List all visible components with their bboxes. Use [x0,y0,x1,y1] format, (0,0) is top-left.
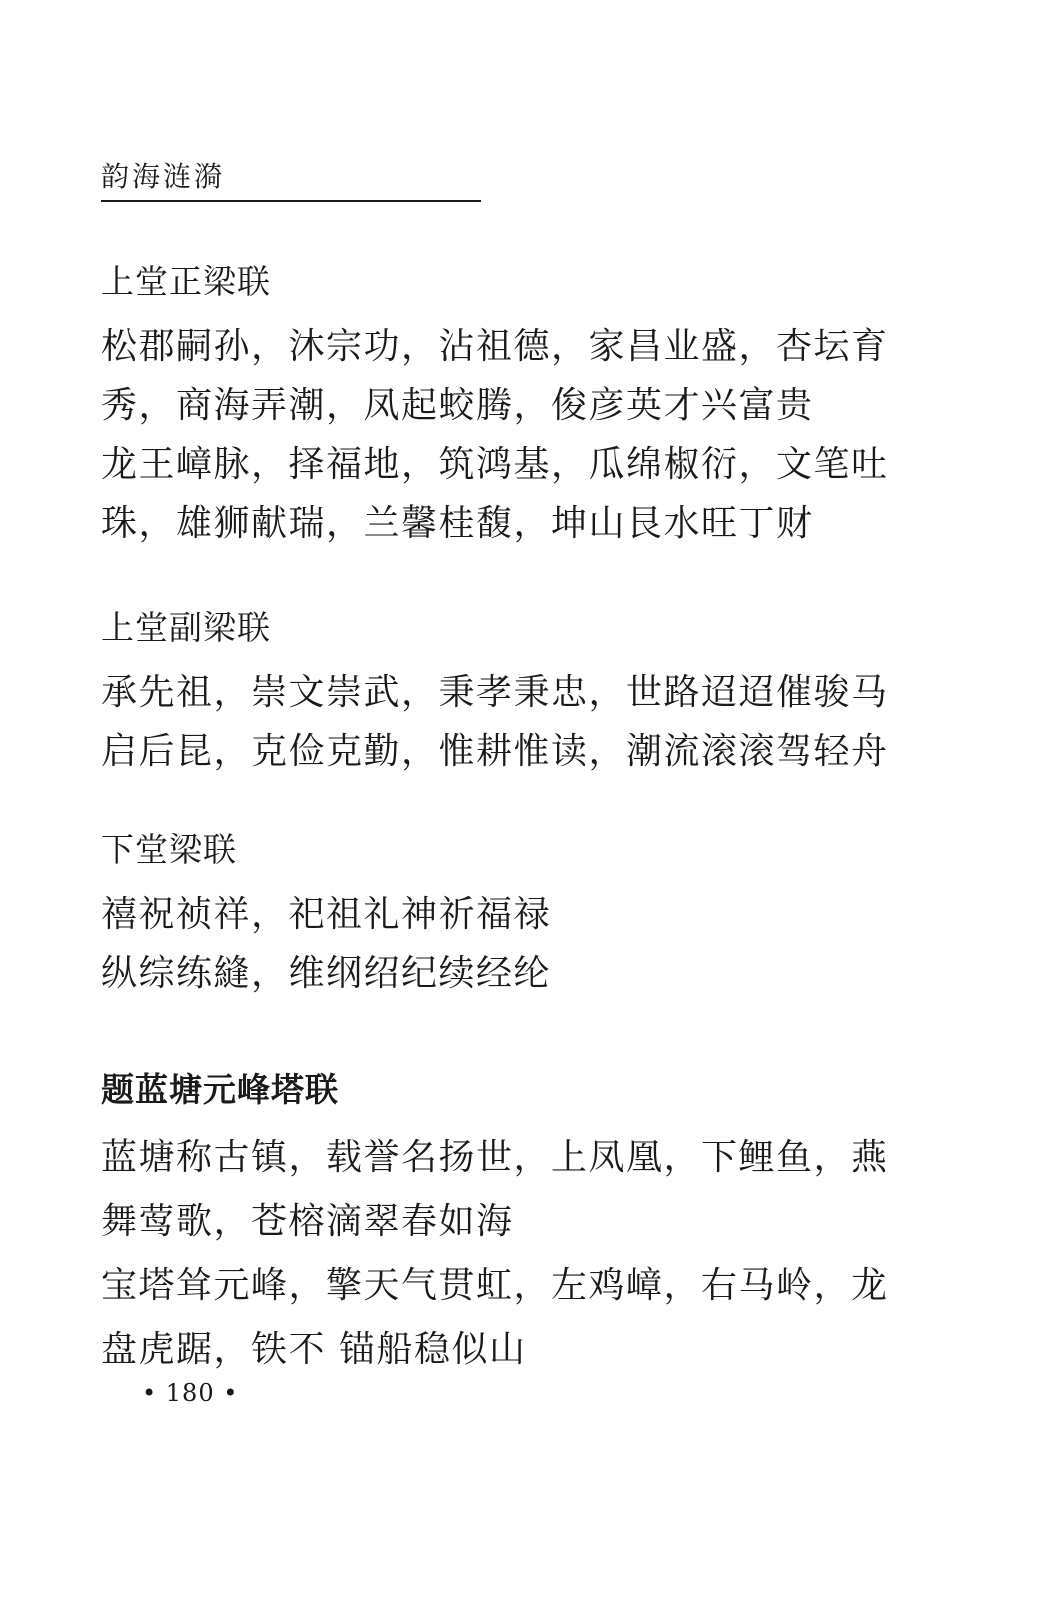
couplet-line: 盘虎踞，铁不 锚船稳似山 [101,1329,527,1370]
section-title: 上堂副梁联 [101,608,271,647]
couplet-line: 禧祝祯祥，祀祖礼神祈福禄 [101,894,552,935]
section-title: 下堂梁联 [101,830,237,869]
couplet-line: 龙王嶂脉，择福地，筑鸿基，瓜绵椒衍，文笔吐 [101,444,889,485]
page-number: • 180 • [142,1379,239,1407]
couplet-line: 秀，商海弄潮，凤起蛟腾，俊彦英才兴富贵 [101,385,814,426]
couplet-line: 珠，雄狮献瑞，兰馨桂馥，坤山艮水旺丁财 [101,503,814,544]
couplet-line: 宝塔耸元峰，擎天气贯虹，左鸡嶂，右马岭，龙 [101,1265,889,1306]
running-header [101,158,481,202]
book-title: 韵海涟漪 [101,160,226,193]
section-title: 题蓝塘元峰塔联 [101,1070,339,1109]
couplet-line: 蓝塘称古镇，载誉名扬世，上凤凰，下鲤鱼，燕 [101,1137,889,1178]
couplet-section [101,608,901,781]
section-title: 上堂正梁联 [101,262,271,301]
couplet-section [101,1070,901,1382]
couplet-line: 纵综练縫，维纲绍纪续经纶 [101,953,552,994]
couplet-line: 松郡嗣孙，沐宗功，沾祖德，家昌业盛，杏坛育 [101,326,889,367]
couplet-section [101,830,901,1003]
couplet-line: 承先祖，崇文崇武，秉孝秉忠，世路迢迢催骏马 [101,672,889,713]
couplet-line: 舞莺歌，苍榕滴翠春如海 [101,1201,514,1242]
couplet-section [101,262,901,553]
couplet-line: 启后昆，克俭克勤，惟耕惟读，潮流滚滚驾轻舟 [101,731,889,772]
